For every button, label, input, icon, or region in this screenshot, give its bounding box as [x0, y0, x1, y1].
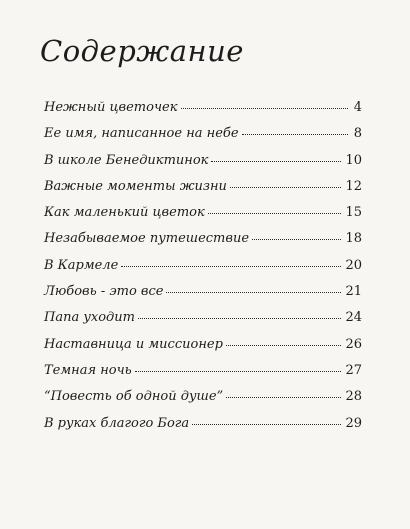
toc-entry-page-number: 21: [345, 284, 362, 300]
dot-leader: [230, 187, 342, 188]
toc-entry-page-number: 27: [345, 362, 362, 378]
toc-entry-page-number: 12: [345, 178, 362, 194]
toc-entry-page-number: 24: [345, 310, 362, 326]
dot-leader: [226, 397, 341, 398]
toc-entry-title: В школе Бенедиктинок: [44, 152, 209, 168]
dot-leader: [252, 239, 341, 240]
toc-entry: [44, 100, 362, 126]
dot-leader: [138, 318, 341, 319]
toc-entry-title: Ее имя, написанное на небе: [44, 126, 239, 142]
toc-entry-title: В Кармеле: [44, 257, 119, 273]
toc-entry-page-number: 18: [345, 231, 362, 247]
toc-entry-title: Как маленький цветок: [44, 205, 205, 221]
toc-entry-title: Незабываемое путешествие: [44, 231, 250, 247]
toc-entry-title: Темная ночь: [44, 362, 132, 378]
toc-entry-page-number: 20: [345, 257, 362, 273]
toc-entry: [44, 179, 362, 205]
dot-leader: [226, 345, 342, 346]
page-title: Содержание: [40, 34, 244, 68]
toc-entry-page-number: 4: [353, 100, 362, 115]
toc-entry: [44, 231, 362, 257]
toc-entry-page-number: 28: [345, 389, 362, 405]
toc-entry-page-number: 29: [345, 415, 362, 431]
toc-entry-title: “Повесть об одной душе”: [44, 389, 224, 405]
toc-entry: [44, 153, 362, 179]
dot-leader: [166, 292, 341, 293]
dot-leader: [121, 266, 341, 267]
toc-entry: [44, 416, 362, 442]
toc-entry-title: Нежный цветочек: [44, 100, 178, 115]
dot-leader: [242, 134, 348, 135]
toc-entry-title: Важные моменты жизни: [44, 178, 227, 194]
toc-entry: [44, 284, 362, 310]
toc-entry-title: Наставница и миссионер: [44, 336, 223, 352]
toc-entry-page-number: 8: [353, 126, 362, 142]
toc-entry: [44, 258, 362, 284]
dot-leader: [211, 161, 341, 162]
toc-entry-title: Папа уходит: [44, 310, 135, 326]
toc-entry: [44, 205, 362, 231]
toc-entry-page-number: 15: [345, 205, 362, 221]
toc-entry-title: В руках благого Бога: [44, 415, 190, 431]
toc-entry-title: Любовь - это все: [44, 284, 164, 300]
toc-entry-page-number: 26: [345, 336, 362, 352]
toc-entry: [44, 337, 362, 363]
toc-entry: [44, 126, 362, 152]
dot-leader: [135, 371, 342, 372]
toc-entry-page-number: 10: [345, 152, 362, 168]
dot-leader: [208, 213, 342, 214]
toc-entry: [44, 363, 362, 389]
toc-entry: [44, 389, 362, 415]
dot-leader: [181, 108, 349, 109]
table-of-contents: [44, 100, 362, 442]
dot-leader: [192, 424, 341, 425]
toc-entry: [44, 310, 362, 336]
